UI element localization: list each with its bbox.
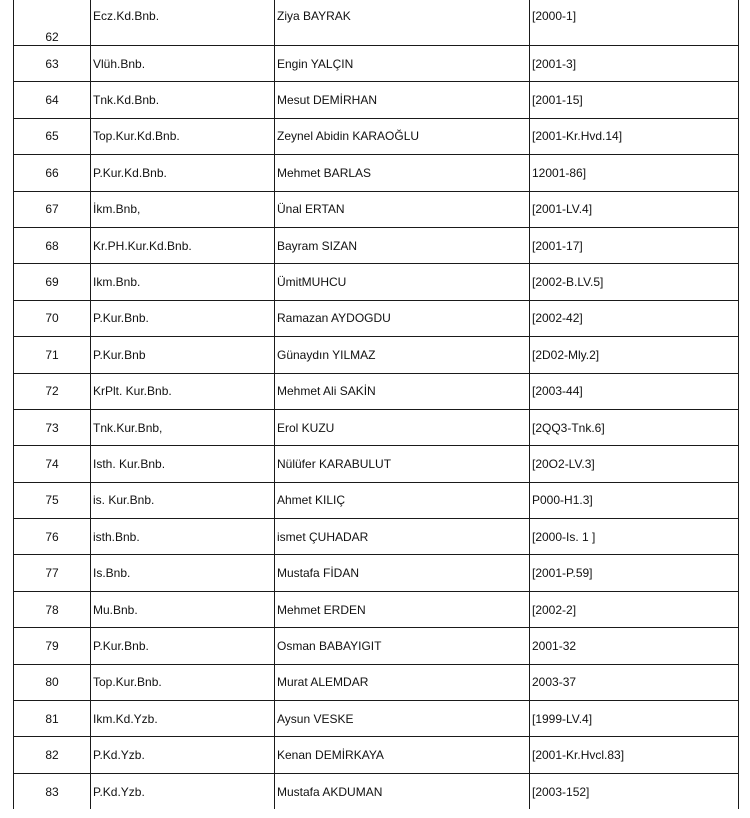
name-cell: Erol KUZU [275,409,530,445]
name-cell: Kenan DEMİRKAYA [275,737,530,773]
name-cell: ismet ÇUHADAR [275,519,530,555]
code-cell: 12001-86] [530,155,739,191]
rank-cell: Tnk.Kd.Bnb. [91,82,275,118]
table-row [14,227,739,263]
table-row [14,82,739,118]
rank-cell: Ikm.Bnb. [91,264,275,300]
rank-cell: Top.Kur.Bnb. [91,664,275,700]
code-cell: [2003-44] [530,373,739,409]
name-cell: Aysun VESKE [275,701,530,737]
code-cell: [2000-1] [530,0,739,46]
row-number-cell: 65 [14,118,91,154]
code-cell: [2001-Kr.Hvcl.83] [530,737,739,773]
table-row [14,46,739,82]
personnel-table [13,0,739,809]
row-number-cell: 76 [14,519,91,555]
table-row [14,701,739,737]
name-cell: Mesut DEMİRHAN [275,82,530,118]
row-number-cell: 68 [14,227,91,263]
name-cell: Ahmet KILIÇ [275,482,530,518]
rank-cell: Tnk.Kur.Bnb, [91,409,275,445]
rank-cell: P.Kur.Bnb. [91,628,275,664]
rank-cell: Isth. Kur.Bnb. [91,446,275,482]
row-number-cell: 66 [14,155,91,191]
code-cell: P000-H1.3] [530,482,739,518]
table-row [14,773,739,809]
code-cell: [1999-LV.4] [530,701,739,737]
table-row [14,155,739,191]
row-number-cell: 80 [14,664,91,700]
name-cell: Engin YALÇIN [275,46,530,82]
table-row [14,118,739,154]
rank-cell: P.Kur.Kd.Bnb. [91,155,275,191]
rank-cell: Top.Kur.Kd.Bnb. [91,118,275,154]
table-row [14,446,739,482]
code-cell: [20O2-LV.3] [530,446,739,482]
rank-cell: P.Kur.Bnb. [91,300,275,336]
row-number-cell: 81 [14,701,91,737]
row-number-cell: 73 [14,409,91,445]
row-number-cell: 69 [14,264,91,300]
row-number-cell: 64 [14,82,91,118]
code-cell: [2QQ3-Tnk.6] [530,409,739,445]
code-cell: [2001-17] [530,227,739,263]
code-cell: 2001-32 [530,628,739,664]
name-cell: Mustafa AKDUMAN [275,773,530,809]
code-cell: [2000-Is. 1 ] [530,519,739,555]
table-row [14,591,739,627]
table-row [14,264,739,300]
rank-cell: P.Kd.Yzb. [91,737,275,773]
name-cell: Bayram SIZAN [275,227,530,263]
name-cell: Ziya BAYRAK [275,0,530,46]
rank-cell: KrPlt. Kur.Bnb. [91,373,275,409]
personnel-table-body [14,0,739,809]
table-row [14,482,739,518]
table-row [14,555,739,591]
rank-cell: P.Kur.Bnb [91,337,275,373]
name-cell: Nülüfer KARABULUT [275,446,530,482]
name-cell: Günaydın YILMAZ [275,337,530,373]
name-cell: Ramazan AYDOGDU [275,300,530,336]
row-number-cell: 71 [14,337,91,373]
name-cell: ÜmitMUHCU [275,264,530,300]
table-row [14,628,739,664]
rank-cell: Is.Bnb. [91,555,275,591]
row-number-cell: 77 [14,555,91,591]
name-cell: Mehmet BARLAS [275,155,530,191]
row-number-cell: 75 [14,482,91,518]
rank-cell: Ecz.Kd.Bnb. [91,0,275,46]
table-row [14,191,739,227]
code-cell: [2001-P.59] [530,555,739,591]
table-row [14,409,739,445]
table-row [14,737,739,773]
code-cell: [2001-Kr.Hvd.14] [530,118,739,154]
code-cell: [2002-42] [530,300,739,336]
table-row [14,664,739,700]
rank-cell: is. Kur.Bnb. [91,482,275,518]
row-number-cell: 74 [14,446,91,482]
name-cell: Mustafa FİDAN [275,555,530,591]
table-row [14,0,739,46]
code-cell: [2002-2] [530,591,739,627]
name-cell: Mehmet Ali SAKİN [275,373,530,409]
row-number-cell: 82 [14,737,91,773]
row-number-cell: 62 [14,0,91,46]
code-cell: [2002-B.LV.5] [530,264,739,300]
code-cell: [2D02-Mly.2] [530,337,739,373]
name-cell: Ünal ERTAN [275,191,530,227]
code-cell: [2001-15] [530,82,739,118]
row-number-cell: 83 [14,773,91,809]
code-cell: [2003-152] [530,773,739,809]
table-row [14,373,739,409]
row-number-cell: 70 [14,300,91,336]
rank-cell: P.Kd.Yzb. [91,773,275,809]
name-cell: Osman BABAYIGIT [275,628,530,664]
table-row [14,300,739,336]
name-cell: Murat ALEMDAR [275,664,530,700]
row-number-cell: 78 [14,591,91,627]
row-number-cell: 67 [14,191,91,227]
name-cell: Zeynel Abidin KARAOĞLU [275,118,530,154]
row-number-cell: 79 [14,628,91,664]
table-row [14,519,739,555]
rank-cell: Kr.PH.Kur.Kd.Bnb. [91,227,275,263]
rank-cell: Vlüh.Bnb. [91,46,275,82]
name-cell: Mehmet ERDEN [275,591,530,627]
row-number-cell: 63 [14,46,91,82]
rank-cell: isth.Bnb. [91,519,275,555]
code-cell: [2001-3] [530,46,739,82]
code-cell: 2003-37 [530,664,739,700]
rank-cell: Ikm.Kd.Yzb. [91,701,275,737]
table-row [14,337,739,373]
rank-cell: Mu.Bnb. [91,591,275,627]
code-cell: [2001-LV.4] [530,191,739,227]
row-number-cell: 72 [14,373,91,409]
rank-cell: İkm.Bnb, [91,191,275,227]
